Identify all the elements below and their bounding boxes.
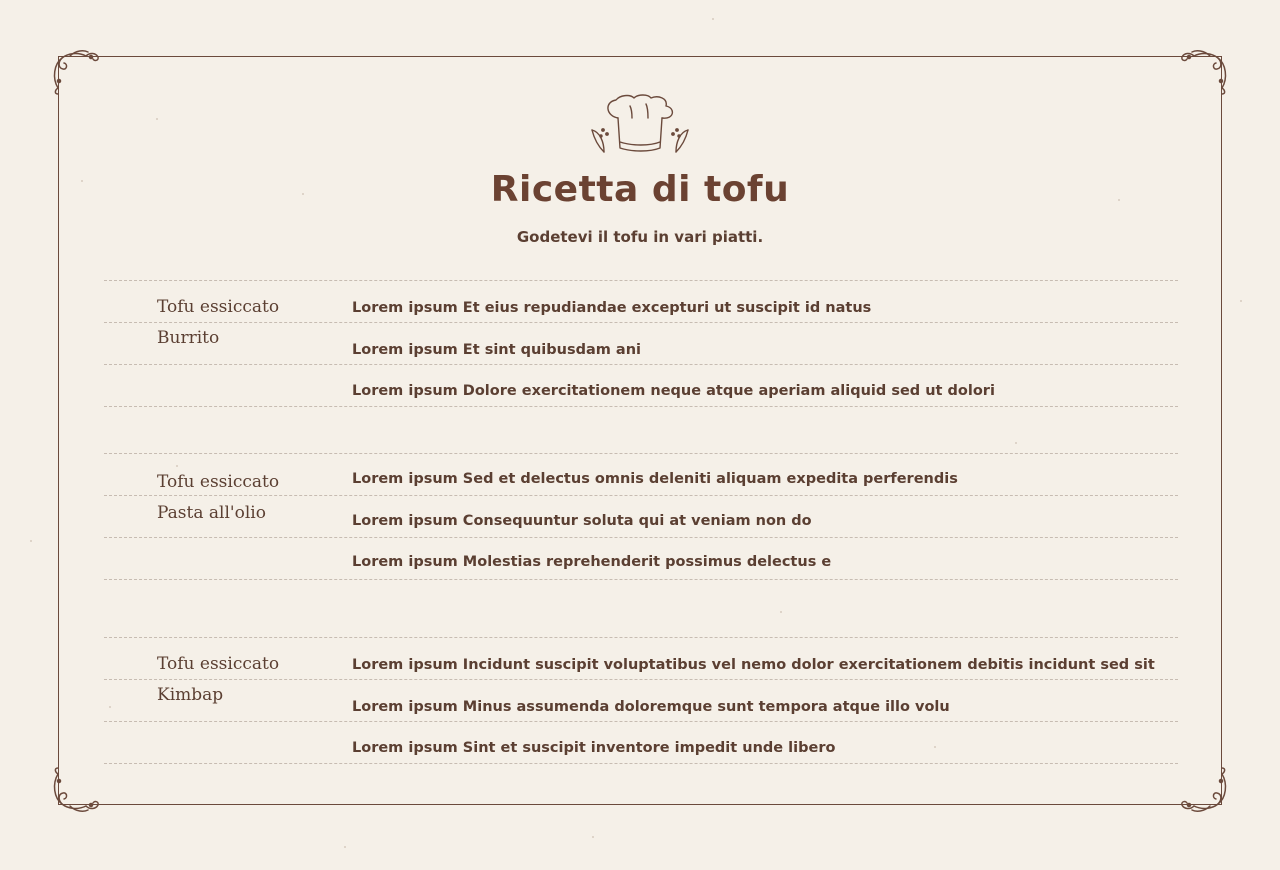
divider bbox=[104, 364, 1178, 365]
chef-hat-icon bbox=[586, 92, 694, 158]
list-item: Lorem ipsum Sint et suscipit inventore impedit unde libero bbox=[352, 740, 836, 756]
divider bbox=[104, 721, 1178, 722]
divider bbox=[104, 406, 1178, 407]
list-item: Lorem ipsum Et eius repudiandae excepturi ut suscipit id natus bbox=[352, 300, 872, 316]
ornamental-flourish-icon bbox=[1174, 48, 1230, 96]
divider bbox=[104, 537, 1178, 538]
ornamental-flourish-icon bbox=[1174, 766, 1230, 814]
category-label: Tofu essiccato bbox=[157, 472, 280, 492]
category-label: Tofu essiccato bbox=[157, 297, 280, 317]
category-label: Pasta all'olio bbox=[157, 503, 266, 523]
list-item: Lorem ipsum Consequuntur soluta qui at veniam non do bbox=[352, 513, 812, 529]
recipe-title: Ricetta di tofu bbox=[490, 169, 790, 210]
divider bbox=[104, 322, 1178, 323]
divider bbox=[104, 453, 1178, 454]
ornamental-flourish-icon bbox=[50, 48, 106, 96]
divider bbox=[104, 763, 1178, 764]
list-item: Lorem ipsum Et sint quibusdam ani bbox=[352, 342, 641, 358]
divider bbox=[104, 637, 1178, 638]
category-label: Kimbap bbox=[157, 685, 224, 705]
divider bbox=[104, 679, 1178, 680]
recipe-subtitle: Godetevi il tofu in vari piatti. bbox=[516, 228, 764, 246]
list-item: Lorem ipsum Dolore exercitationem neque atque aperiam aliquid sed ut dolori bbox=[352, 383, 995, 399]
list-item: Lorem ipsum Sed et delectus omnis deleniti aliquam expedita perferendis bbox=[352, 471, 958, 487]
category-label: Tofu essiccato bbox=[157, 654, 280, 674]
ornamental-flourish-icon bbox=[50, 766, 106, 814]
divider bbox=[104, 280, 1178, 281]
list-item: Lorem ipsum Molestias reprehenderit possimus delectus e bbox=[352, 554, 832, 570]
divider bbox=[104, 495, 1178, 496]
category-label: Burrito bbox=[157, 328, 220, 348]
divider bbox=[104, 579, 1178, 580]
list-item: Lorem ipsum Minus assumenda doloremque sunt tempora atque illo volu bbox=[352, 699, 950, 715]
list-item: Lorem ipsum Incidunt suscipit voluptatibus vel nemo dolor exercitationem debitis incidunt sed sit bbox=[352, 657, 1155, 673]
